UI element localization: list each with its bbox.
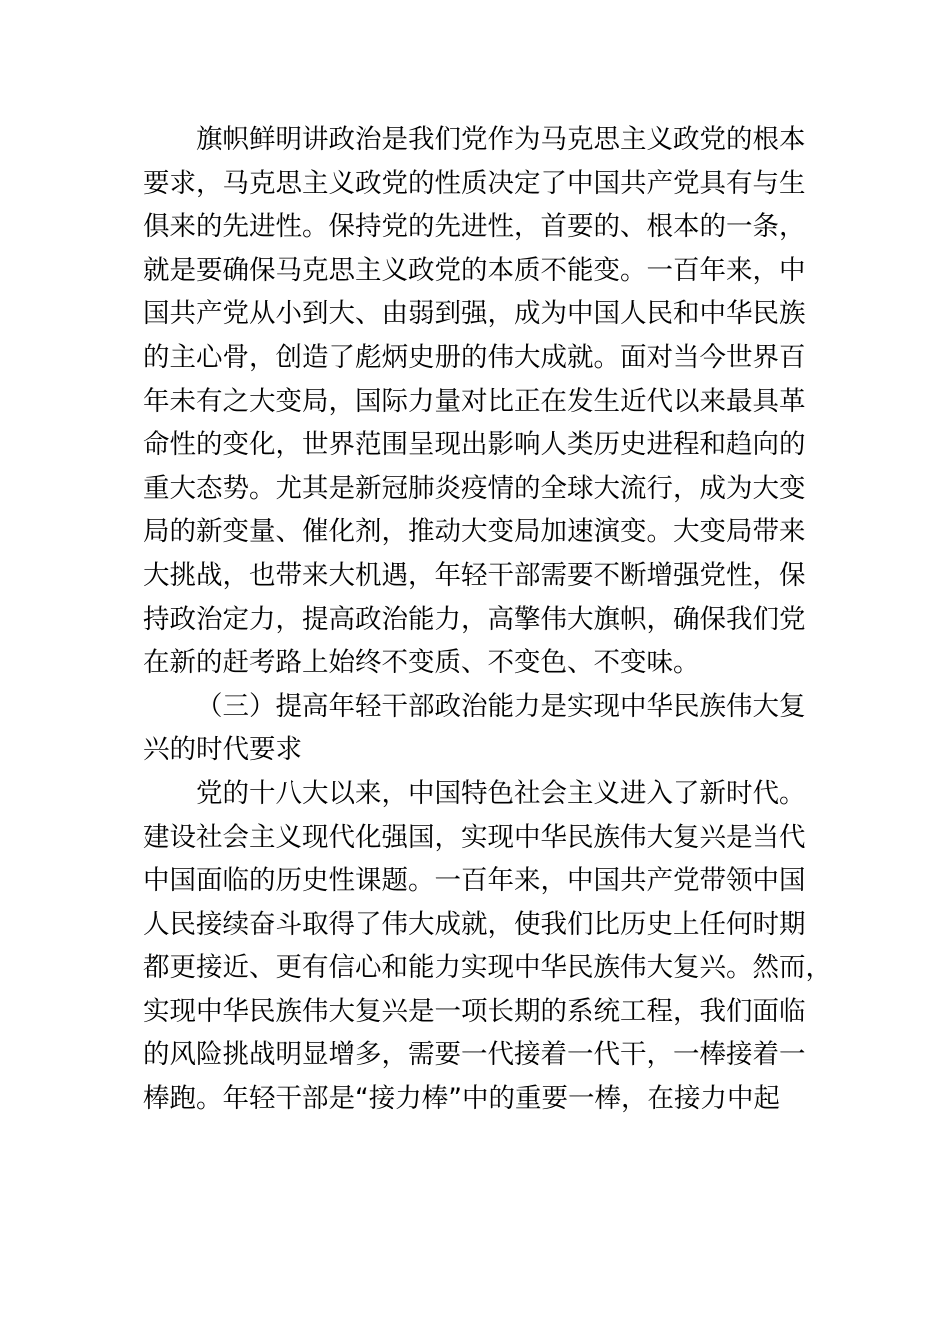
paragraph-line: 人民接续奋斗取得了伟大成就，使我们比历史上任何时期 [143,908,806,940]
paragraph-line: 旗帜鲜明讲政治是我们党作为马克思主义政党的根本 [196,124,806,155]
paragraph-line: 命性的变化，世界范围呈现出影响人类历史进程和趋向的 [143,429,806,461]
paragraph-line: 大挑战，也带来大机遇，年轻干部需要不断增强党性，保 [143,559,806,591]
paragraph-line: 党的十八大以来，中国特色社会主义进入了新时代。 [196,777,806,809]
paragraph-line: 年未有之大变局，国际力量对比正在发生近代以来最具革 [143,385,806,417]
paragraph-line: 都更接近、更有信心和能力实现中华民族伟大复兴。然而， [143,952,832,984]
paragraph-line: 国共产党从小到大、由弱到强，成为中国人民和中华民族 [143,298,806,330]
paragraph-line: 俱来的先进性。保持党的先进性，首要的、根本的一条， [143,211,806,243]
paragraph-line: 就是要确保马克思主义政党的本质不能变。一百年来，中 [143,254,806,286]
paragraph-line: 重大态势。尤其是新冠肺炎疫情的全球大流行，成为大变 [143,472,806,504]
section-heading-line: （三）提高年轻干部政治能力是实现中华民族伟大复 [196,690,806,722]
paragraph-line: 在新的赶考路上始终不变质、不变色、不变味。 [143,647,700,679]
paragraph-line: 中国面临的历史性课题。一百年来，中国共产党带领中国 [143,865,806,897]
paragraph-line: 的风险挑战明显增多，需要一代接着一代干，一棒接着一 [143,1039,806,1071]
paragraph-line: 局的新变量、催化剂，推动大变局加速演变。大变局带来 [143,516,806,548]
paragraph-line: 实现中华民族伟大复兴是一项长期的系统工程，我们面临 [143,995,806,1027]
paragraph-line: 棒跑。年轻干部是“接力棒”中的重要一棒，在接力中起 [143,1083,780,1115]
section-heading-line: 兴的时代要求 [143,734,302,766]
paragraph-line: 持政治定力，提高政治能力，高擎伟大旗帜，确保我们党 [143,603,806,635]
paragraph-line: 要求，马克思主义政党的性质决定了中国共产党具有与生 [143,167,806,199]
document-body [143,118,832,1121]
paragraph-line: 建设社会主义现代化强国，实现中华民族伟大复兴是当代 [143,821,806,853]
paragraph-line: 的主心骨，创造了彪炳史册的伟大成就。面对当今世界百 [143,341,806,373]
